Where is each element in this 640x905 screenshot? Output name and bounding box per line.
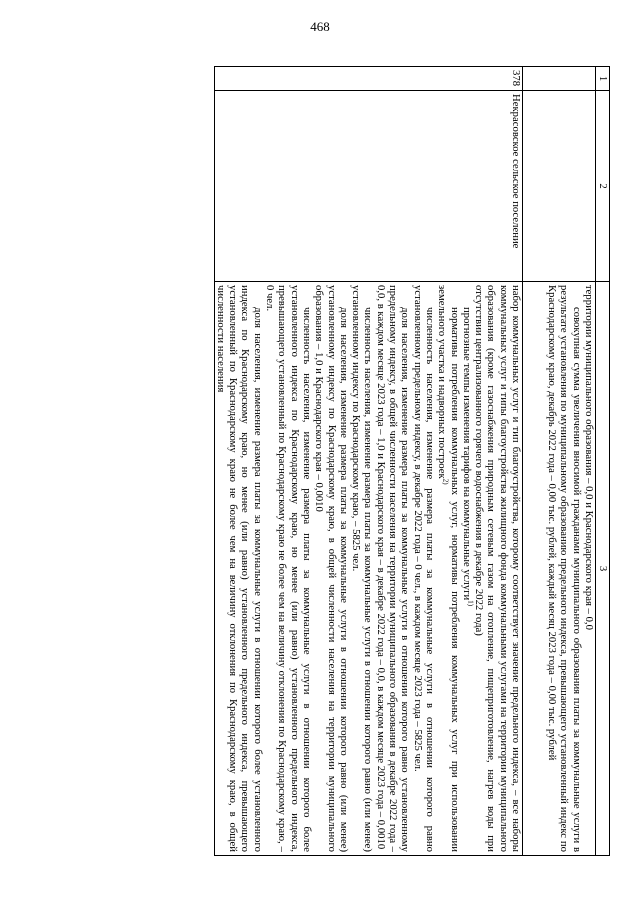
paragraph-text: численность населения, изменение размера платы за коммунальные услуги в отношении которого равно (или менее) установленному индексу по Краснодарскому краю, – 5825 чел. <box>350 285 375 852</box>
continuation-row <box>523 67 596 856</box>
header-col-2: 2 <box>596 91 610 282</box>
continuation-num-cell <box>523 67 596 91</box>
row-paragraph <box>264 285 313 852</box>
row-paragraph <box>461 285 473 852</box>
row-paragraph <box>313 285 350 852</box>
paragraph-text: численность населения, изменение размера платы за коммунальные услуги в отношении которого равно установленному предельному индексу, в декабре 2022 года – 0 чел., в каждом месяце 2023 года – 5825 чел. <box>411 285 436 852</box>
header-col-1: 1 <box>596 67 610 91</box>
footnote-ref: 1) <box>466 600 475 607</box>
continuation-line: совокупная сумма увеличения вносимой гражданами муниципального образования платы за коммунальные услуги в результате установления по муниципальному образованию предельного индекса, превышающего установленный индекс по Краснодарскому краю, декабрь 2022 года – 0,00 тыс. рублей, каждый месяц 2023 года – 0,00 тыс. рублей <box>546 285 583 852</box>
row-description <box>214 282 522 856</box>
row-paragraph <box>436 285 461 852</box>
continuation-name-cell <box>523 91 596 282</box>
row-paragraphs <box>215 285 522 852</box>
paragraph-text: набор коммунальных услуг и тип благоустройства, которому соответствует значение предельного индекса, – все наборы коммунальных услуг и типы благоустройства жилищного фонда коммунальными услугами на территории муниципального образования (кроме газоснабжения природным сетевым газом на отопление, пищеприготовление, нагрев воды при отсутствии централизованного горячего водоснабжения в декабре 2022 года) <box>473 285 522 852</box>
rotated-table-container <box>70 66 610 856</box>
paragraph-text: прогнозные темпы изменения тарифов на коммунальные услуги <box>460 307 473 601</box>
row-paragraph <box>473 285 522 852</box>
table-row <box>214 67 522 856</box>
paragraph-text: численность населения, изменение размера платы за коммунальные услуги в отношении которого более установленного индекса по Краснодарскому краю, но менее (или равно) установленного предельного индекса, превышающего установленный по Краснодарскому краю не более чем на величину отклонения по Краснодарскому краю, – 0 чел. <box>264 285 313 852</box>
settlement-name: Некрасовское сельское поселение <box>214 91 522 282</box>
continuation-text-cell <box>523 282 596 856</box>
row-paragraph <box>374 285 411 852</box>
paragraph-text: нормативы потребления коммунальных услуг, нормативы потребления коммунальных услуг при использовании земельного участка и надворных построек <box>436 285 461 852</box>
continuation-line: территории муниципального образования – 0,0 и Краснодарского края – 0,0 <box>583 285 595 630</box>
indices-table <box>214 66 610 856</box>
header-col-3: 3 <box>596 282 610 856</box>
row-paragraph <box>215 285 264 852</box>
paragraph-text: доля населения, изменение размера платы за коммунальные услуги в отношении которого равно установленному предельному индексу, в общей численности населения на территории муниципального образования в декабре 2022 года – 0,0, в каждом месяце 2023 года – 1,0 и Краснодарского края – в декабре 2022 года – 0,0, в каждом месяце 2023 года – 0,0010 <box>374 285 412 852</box>
paragraph-text: доля населения, изменение размера платы за коммунальные услуги в отношении которого равно (или менее) установленному индексу по Краснодарскому краю, в общей численности населения на территории муниципального образования – 1,0 и Краснодарского края – 0,0010 <box>313 285 350 852</box>
row-number: 378 <box>214 67 522 91</box>
table-header-row <box>596 67 610 856</box>
page-number: 468 <box>310 19 330 34</box>
row-paragraph <box>350 285 375 852</box>
paragraph-text: доля населения, изменение размера платы за коммунальные услуги в отношении которого более установленного индекса по Краснодарскому краю, но менее (или равно) установленного предельного индекса, превышающего установленный по Краснодарскому краю не более чем на величину отклонения по Краснодарскому краю, в общей численности населения <box>214 285 264 852</box>
footnote-ref: 2) <box>441 478 450 485</box>
row-paragraph <box>411 285 436 852</box>
